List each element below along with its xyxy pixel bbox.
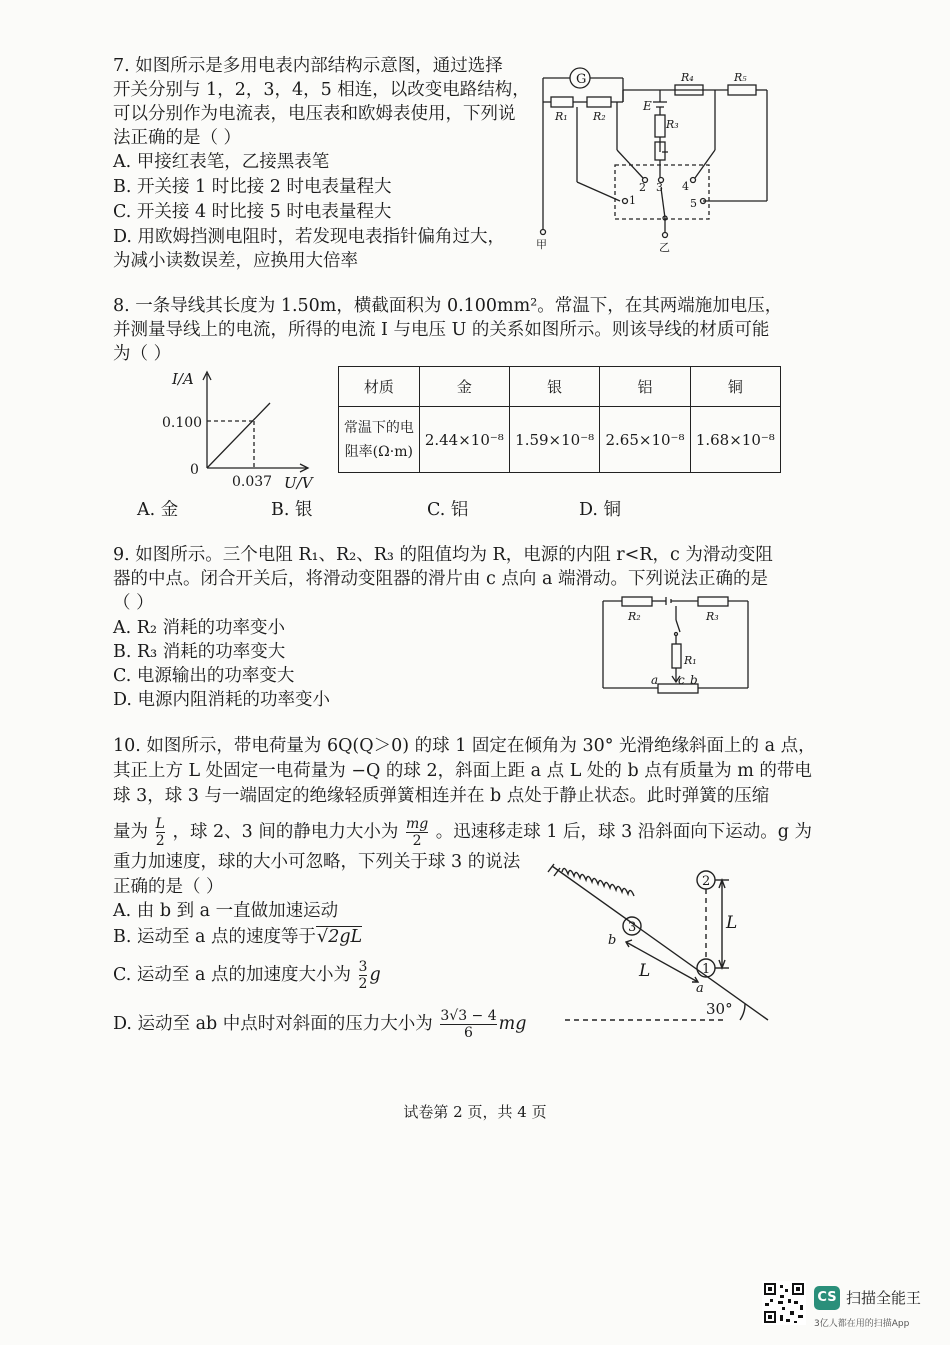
row-label-line-2: 阻率(Ω·m): [344, 443, 413, 460]
q8-option-a: A. 金: [137, 500, 179, 520]
q10-option-b: [113, 925, 362, 949]
q9-stem-line-1: 9. 如图所示。三个电阻 R₁、R₂、R₃ 的阻值均为 R，电源的内阻 r<R，c 为滑动变阻: [113, 545, 773, 565]
q10-stem-line-2: 其正上方 L 处固定一电荷量为 −Q 的球 2，斜面上距 a 点 L 处的 b 点有质量为 m 的带电: [113, 761, 812, 781]
q10-option-d-text: D. 运动至 ab 中点时对斜面的压力大小为: [113, 1014, 433, 1034]
q10-option-b-text: B. 运动至 a 点的速度等于: [113, 927, 317, 947]
q8-iu-graph: [160, 368, 320, 493]
q10-fraction-force: [440, 1008, 496, 1041]
q7-option-c: C. 开关接 4 时比接 5 时电表量程大: [113, 202, 392, 222]
q10-option-c: [113, 959, 381, 992]
r5-label: R₅: [734, 71, 747, 84]
optd-numerator: 3√3 − 4: [440, 1008, 497, 1024]
frac1-denominator: 2: [155, 833, 165, 849]
q7-stem-line-1: 7. 如图所示是多用电表内部结构示意图，通过选择: [113, 56, 503, 76]
ball-3-label: 3: [628, 920, 637, 935]
q9-point-b: b: [690, 673, 698, 687]
optc-numerator: 3: [358, 959, 368, 975]
q10-fraction-3-over-2: [359, 959, 368, 992]
q7-stem-line-2: 开关分别与 1，2，3，4，5 相连，以改变电路结构，: [113, 80, 530, 100]
q7-option-d: D. 用欧姆挡测电阻时，若发现电表指针偏角过大，: [113, 227, 506, 247]
q10-line4-part-a: 量为: [113, 822, 148, 842]
q10-option-d: [113, 1008, 526, 1041]
graph-y-tick: 0.100: [162, 415, 203, 431]
switch-pos-4: 4: [682, 180, 689, 193]
q10-stem-line-5: 重力加速度，球的大小可忽略，下列关于球 3 的说法: [113, 852, 521, 872]
watermark-subtitle: 3亿人都在用的扫描App: [814, 1319, 910, 1329]
table-value-silver: 1.59×10⁻⁸: [509, 407, 599, 473]
r4-label: R₄: [681, 71, 694, 84]
q10-stem-line-4: [113, 816, 812, 849]
frac2-numerator: mg: [405, 816, 429, 832]
terminal-yi: 乙: [659, 241, 670, 254]
q9-r3-label: R₃: [706, 610, 719, 623]
q8-option-b: B. 银: [271, 500, 313, 520]
ball-1-label: 1: [702, 962, 711, 977]
frac2-denominator: 2: [412, 833, 422, 849]
q10-line4-part-c: 。迅速移走球 1 后，球 3 沿斜面向下运动。g 为: [435, 822, 813, 842]
q9-circuit-diagram: [598, 594, 758, 694]
q9-option-d: D. 电源内阻消耗的功率变小: [113, 690, 331, 710]
optd-tail: mg: [498, 1014, 527, 1034]
q8-option-d: D. 铜: [579, 500, 622, 520]
table-header-silver: 银: [509, 367, 599, 407]
q10-incline-diagram: [540, 860, 780, 1030]
graph-origin: 0: [190, 462, 199, 478]
r2-label: R₂: [593, 110, 606, 123]
table-value-copper: 1.68×10⁻⁸: [690, 407, 780, 473]
q10-stem-line-1: 10. 如图所示，带电荷量为 6Q(Q＞0) 的球 1 固定在倾角为 30° 光滑绝缘斜面上的 a 点，: [113, 736, 816, 756]
optc-tail: g: [369, 965, 381, 985]
optc-denominator: 2: [358, 976, 368, 992]
q8-stem-line-2: 并测量导线上的电流，所得的电流 I 与电压 U 的关系如图所示。则该导线的材质可能: [113, 320, 770, 340]
q9-point-c: c: [678, 673, 685, 687]
q9-r2-label: R₂: [628, 610, 641, 623]
q10-option-b-sqrt: √2gL: [317, 927, 363, 947]
q10-fraction-mg-over-2: [406, 816, 428, 849]
emf-label: E: [643, 99, 652, 113]
point-a-label: a: [696, 981, 704, 996]
q10-line4-part-b: ，球 2、3 间的静电力大小为: [172, 822, 399, 842]
q7-option-a: A. 甲接红表笔，乙接黑表笔: [113, 152, 330, 172]
q7-multimeter-circuit-diagram: [535, 60, 775, 260]
q8-stem-line-1: 8. 一条导线其长度为 1.50m，横截面积为 0.100mm²。常温下，在其两端施加电压，: [113, 296, 783, 316]
incline-distance-label: L: [639, 961, 651, 981]
q9-option-b: B. R₃ 消耗的功率变大: [113, 642, 286, 662]
resistivity-table: [338, 366, 781, 473]
page-footer: 试卷第 2 页，共 4 页: [403, 1103, 547, 1121]
table-header-aluminum: 铝: [600, 367, 690, 407]
q7-option-b: B. 开关接 1 时比接 2 时电表量程大: [113, 177, 392, 197]
q9-option-a: A. R₂ 消耗的功率变小: [113, 618, 286, 638]
r3-label: R₃: [666, 118, 679, 131]
graph-y-label: I/A: [172, 370, 194, 388]
q10-stem-line-6: 正确的是（ ）: [113, 877, 224, 897]
table-header-copper: 铜: [690, 367, 780, 407]
galvanometer-label: G: [576, 72, 587, 87]
row-label-line-1: 常温下的电: [343, 419, 414, 436]
q9-r1-label: R₁: [684, 654, 697, 667]
q9-point-a: a: [651, 673, 659, 687]
table-value-aluminum: 2.65×10⁻⁸: [600, 407, 690, 473]
q10-fraction-l-over-2: [156, 816, 165, 849]
table-row-label: [339, 407, 420, 473]
table-header-gold: 金: [419, 367, 509, 407]
graph-x-tick: 0.037: [232, 474, 273, 490]
watermark-brand: 扫描全能王: [846, 1289, 922, 1307]
q7-stem-line-3: 可以分别作为电流表，电压表和欧姆表使用，下列说: [113, 104, 516, 124]
r1-label: R₁: [555, 110, 568, 123]
qr-code-icon: [762, 1281, 806, 1325]
vertical-distance-label: L: [726, 913, 738, 933]
frac1-numerator: L: [155, 816, 165, 832]
q9-stem-line-3: （ ）: [113, 593, 154, 613]
camscanner-logo-icon: CS: [814, 1286, 840, 1310]
switch-pos-2: 2: [639, 181, 646, 194]
q9-option-c: C. 电源输出的功率变大: [113, 666, 295, 686]
q7-option-d-continued: 为减小读数误差，应换用大倍率: [113, 251, 358, 271]
q7-stem-line-4: 法正确的是（ ）: [113, 128, 242, 148]
q10-stem-line-3: 球 3，球 3 与一端固定的绝缘轻质弹簧相连并在 b 点处于静止状态。此时弹簧的压缩: [113, 786, 770, 806]
optd-denominator: 6: [464, 1025, 473, 1041]
table-value-gold: 2.44×10⁻⁸: [419, 407, 509, 473]
q8-stem-line-3: 为（ ）: [113, 344, 172, 364]
terminal-jia: 甲: [536, 238, 547, 251]
q10-option-a: A. 由 b 到 a 一直做加速运动: [113, 901, 339, 921]
angle-label: 30°: [706, 1000, 733, 1018]
graph-x-label: U/V: [284, 474, 313, 492]
q8-option-c: C. 铝: [427, 500, 469, 520]
point-b-label: b: [608, 933, 617, 948]
switch-pos-1: 1: [629, 194, 636, 207]
table-header-material: 材质: [339, 367, 420, 407]
q9-stem-line-2: 器的中点。闭合开关后，将滑动变阻器的滑片由 c 点向 a 端滑动。下列说法正确的是: [113, 569, 768, 589]
switch-pos-3: 3: [656, 181, 663, 194]
ball-2-label: 2: [702, 874, 711, 889]
switch-pos-5: 5: [690, 197, 697, 210]
q10-option-c-text: C. 运动至 a 点的加速度大小为: [113, 965, 351, 985]
